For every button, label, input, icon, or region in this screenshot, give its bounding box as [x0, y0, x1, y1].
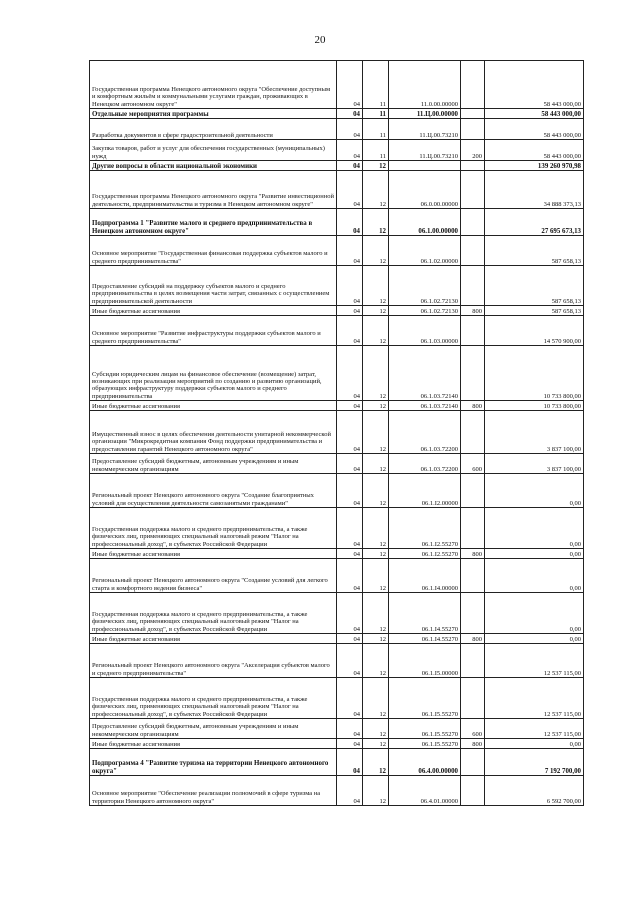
row-expense-type: 800: [461, 306, 485, 316]
row-expense-type: [461, 266, 485, 306]
row-subsection: 12: [363, 401, 389, 411]
row-subsection: 12: [363, 749, 389, 776]
row-amount: 0,00: [485, 549, 584, 559]
row-target-code: 06.1.03.72200: [389, 454, 461, 474]
row-subsection: 12: [363, 316, 389, 346]
row-expense-type: 600: [461, 454, 485, 474]
row-section: 04: [337, 508, 363, 549]
table-row: [90, 209, 584, 236]
table-row: [90, 678, 584, 719]
row-amount: 139 260 970,98: [485, 161, 584, 171]
row-section: 04: [337, 644, 363, 678]
row-amount: 0,00: [485, 559, 584, 593]
row-section: 04: [337, 749, 363, 776]
row-name: Иные бюджетные ассигнования: [90, 634, 337, 644]
row-amount: 0,00: [485, 474, 584, 508]
row-amount: 7 192 700,00: [485, 749, 584, 776]
row-name: Региональный проект Ненецкого автономного округа "Создание условий для легкого старта и комфортного ведения бизнеса": [90, 559, 337, 593]
page-number: 20: [314, 34, 326, 46]
row-name: Другие вопросы в области национальной экономики: [90, 161, 337, 171]
table-row: [90, 719, 584, 739]
row-expense-type: [461, 508, 485, 549]
row-target-code: 06.1.I5.55270: [389, 678, 461, 719]
row-amount: 58 443 000,00: [485, 140, 584, 161]
row-target-code: 11.Ц.00.73210: [389, 119, 461, 140]
row-expense-type: 200: [461, 140, 485, 161]
row-name: Иные бюджетные ассигнования: [90, 401, 337, 411]
row-subsection: 11: [363, 109, 389, 119]
row-section: 04: [337, 739, 363, 749]
row-target-code: 06.4.00.00000: [389, 749, 461, 776]
table-row: [90, 266, 584, 306]
row-amount: 6 592 700,00: [485, 776, 584, 806]
row-expense-type: [461, 678, 485, 719]
row-subsection: 12: [363, 236, 389, 266]
table-row: [90, 454, 584, 474]
row-name: Основное мероприятие "Развитие инфраструктуры поддержки субъектов малого и среднего предпринимательства": [90, 316, 337, 346]
row-name: Региональный проект Ненецкого автономного округа "Создание благоприятных условий для осуществления деятельности самозанятыми гражданами": [90, 474, 337, 508]
row-amount: 587 658,13: [485, 306, 584, 316]
row-expense-type: [461, 161, 485, 171]
row-subsection: 11: [363, 119, 389, 140]
row-subsection: 12: [363, 161, 389, 171]
row-target-code: 06.1.03.72200: [389, 411, 461, 454]
row-amount: 12 537 115,00: [485, 644, 584, 678]
row-target-code: 06.1.03.72140: [389, 346, 461, 401]
row-amount: 14 570 900,00: [485, 316, 584, 346]
row-section: 04: [337, 109, 363, 119]
row-section: 04: [337, 678, 363, 719]
table-row: [90, 236, 584, 266]
row-expense-type: [461, 749, 485, 776]
row-expense-type: [461, 644, 485, 678]
row-expense-type: [461, 411, 485, 454]
table-row: [90, 593, 584, 634]
row-section: 04: [337, 346, 363, 401]
table-row: [90, 644, 584, 678]
table-row: [90, 776, 584, 806]
table-row: [90, 549, 584, 559]
row-name: Государственная поддержка малого и среднего предпринимательства, а также физических лиц, применяющих специальный налоговый режим "Налог на профессиональный доход", в субъектах Российской Федерации: [90, 593, 337, 634]
row-target-code: 06.1.02.00000: [389, 236, 461, 266]
row-amount: 12 537 115,00: [485, 678, 584, 719]
row-name: Государственная поддержка малого и среднего предпринимательства, а также физических лиц, применяющих специальный налоговый режим "Налог на профессиональный доход", в субъектах Российской Федерации: [90, 508, 337, 549]
table-row: [90, 474, 584, 508]
row-target-code: [389, 161, 461, 171]
row-expense-type: [461, 209, 485, 236]
table-row: [90, 346, 584, 401]
row-expense-type: [461, 559, 485, 593]
row-expense-type: 600: [461, 719, 485, 739]
row-section: 04: [337, 776, 363, 806]
row-expense-type: [461, 119, 485, 140]
table-row: [90, 634, 584, 644]
table-row: [90, 140, 584, 161]
row-expense-type: 800: [461, 634, 485, 644]
row-amount: 34 888 373,13: [485, 171, 584, 209]
row-expense-type: [461, 236, 485, 266]
row-amount: 587 658,13: [485, 236, 584, 266]
table-row: [90, 749, 584, 776]
row-target-code: 06.1.I2.00000: [389, 474, 461, 508]
row-name: Подпрограмма 4 "Развитие туризма на территории Ненецкого автономного округа": [90, 749, 337, 776]
row-target-code: 11.Ц.00.73210: [389, 140, 461, 161]
row-subsection: 12: [363, 171, 389, 209]
table-row: [90, 316, 584, 346]
row-section: 04: [337, 474, 363, 508]
row-subsection: 11: [363, 140, 389, 161]
row-name: Иные бюджетные ассигнования: [90, 306, 337, 316]
row-name: Предоставление субсидий бюджетным, автономным учреждениям и иным некоммерческим организациям: [90, 454, 337, 474]
row-expense-type: [461, 109, 485, 119]
budget-table: [89, 60, 584, 806]
row-target-code: 06.1.02.72130: [389, 306, 461, 316]
row-section: 04: [337, 266, 363, 306]
table-row: [90, 306, 584, 316]
row-amount: 12 537 115,00: [485, 719, 584, 739]
row-expense-type: [461, 316, 485, 346]
row-subsection: 12: [363, 776, 389, 806]
row-expense-type: [461, 61, 485, 109]
row-subsection: 12: [363, 474, 389, 508]
row-target-code: 11.0.00.00000: [389, 61, 461, 109]
row-target-code: 11.Ц.00.00000: [389, 109, 461, 119]
row-amount: 58 443 000,00: [485, 61, 584, 109]
row-amount: 58 443 000,00: [485, 119, 584, 140]
row-target-code: 06.1.02.72130: [389, 266, 461, 306]
row-name: Основное мероприятие "Обеспечение реализации полномочий в сфере туризма на территории Ненецкого автономного округа": [90, 776, 337, 806]
row-target-code: 06.1.I5.00000: [389, 644, 461, 678]
row-section: 04: [337, 306, 363, 316]
row-name: Региональный проект Ненецкого автономного округа "Акселерация субъектов малого и среднего предпринимательства": [90, 644, 337, 678]
table-row: [90, 171, 584, 209]
row-subsection: 12: [363, 644, 389, 678]
row-name: Отдельные мероприятия программы: [90, 109, 337, 119]
row-expense-type: [461, 776, 485, 806]
row-target-code: 06.0.00.00000: [389, 171, 461, 209]
row-subsection: 12: [363, 266, 389, 306]
budget-table-body: [90, 61, 584, 806]
row-section: 04: [337, 634, 363, 644]
row-amount: 58 443 000,00: [485, 109, 584, 119]
row-expense-type: 800: [461, 549, 485, 559]
row-section: 04: [337, 236, 363, 266]
row-name: Подпрограмма 1 "Развитие малого и среднего предпринимательства в Ненецком автономном округе": [90, 209, 337, 236]
row-subsection: 12: [363, 634, 389, 644]
row-amount: 10 733 800,00: [485, 346, 584, 401]
row-subsection: 12: [363, 739, 389, 749]
row-name: Иные бюджетные ассигнования: [90, 739, 337, 749]
row-expense-type: 800: [461, 401, 485, 411]
row-name: Иные бюджетные ассигнования: [90, 549, 337, 559]
row-name: Государственная программа Ненецкого автономного округа "Развитие инвестиционной деятельности, предпринимательства и туризма в Ненецком автономном округе": [90, 171, 337, 209]
row-name: Основное мероприятие "Государственная финансовая поддержка субъектов малого и среднего предпринимательства": [90, 236, 337, 266]
table-row: [90, 119, 584, 140]
table-row: [90, 401, 584, 411]
row-name: Имущественный взнос в целях обеспечения деятельности унитарной некоммерческой организации "Микрокредитная компания Фонд поддержки предпринимательства и предоставления гарантий Ненецкого автономного округа": [90, 411, 337, 454]
table-row: [90, 161, 584, 171]
row-section: 04: [337, 161, 363, 171]
table-row: [90, 508, 584, 549]
row-name: Государственная поддержка малого и среднего предпринимательства, а также физических лиц, применяющих специальный налоговый режим "Налог на профессиональный доход", в субъектах Российской Федерации: [90, 678, 337, 719]
row-amount: 27 695 673,13: [485, 209, 584, 236]
row-subsection: 12: [363, 678, 389, 719]
row-subsection: 12: [363, 346, 389, 401]
row-subsection: 12: [363, 411, 389, 454]
table-row: [90, 109, 584, 119]
row-subsection: 11: [363, 61, 389, 109]
row-subsection: 12: [363, 508, 389, 549]
row-name: Предоставление субсидий бюджетным, автономным учреждениям и иным некоммерческим организациям: [90, 719, 337, 739]
row-target-code: 06.1.00.00000: [389, 209, 461, 236]
row-subsection: 12: [363, 209, 389, 236]
row-expense-type: [461, 171, 485, 209]
row-amount: 0,00: [485, 508, 584, 549]
row-section: 04: [337, 61, 363, 109]
row-section: 04: [337, 119, 363, 140]
row-amount: 3 837 100,00: [485, 411, 584, 454]
row-target-code: 06.1.I5.55270: [389, 719, 461, 739]
row-expense-type: [461, 346, 485, 401]
row-target-code: 06.1.I4.55270: [389, 593, 461, 634]
row-amount: 0,00: [485, 593, 584, 634]
row-subsection: 12: [363, 559, 389, 593]
row-name: Субсидии юридическим лицам на финансовое обеспечение (возмещение) затрат, возникающих при реализации мероприятий по созданию и развитию организаций, образующих инфраструктуру поддержки субъектов малого и среднего предпринимательства: [90, 346, 337, 401]
row-target-code: 06.1.03.72140: [389, 401, 461, 411]
row-section: 04: [337, 209, 363, 236]
row-amount: 0,00: [485, 634, 584, 644]
row-name: Разработка документов в сфере градостроительной деятельности: [90, 119, 337, 140]
row-name: Государственная программа Ненецкого автономного округа "Обеспечение доступным и комфортным жильём и коммунальными услугами граждан, проживающих в Ненецком автономном округе": [90, 61, 337, 109]
row-section: 04: [337, 171, 363, 209]
row-section: 04: [337, 401, 363, 411]
row-section: 04: [337, 140, 363, 161]
row-section: 04: [337, 549, 363, 559]
row-target-code: 06.4.01.00000: [389, 776, 461, 806]
row-target-code: 06.1.I2.55270: [389, 549, 461, 559]
row-amount: 3 837 100,00: [485, 454, 584, 474]
row-section: 04: [337, 411, 363, 454]
row-section: 04: [337, 719, 363, 739]
table-row: [90, 559, 584, 593]
row-section: 04: [337, 454, 363, 474]
row-target-code: 06.1.I5.55270: [389, 739, 461, 749]
row-section: 04: [337, 593, 363, 634]
row-amount: 10 733 800,00: [485, 401, 584, 411]
row-section: 04: [337, 316, 363, 346]
row-target-code: 06.1.03.00000: [389, 316, 461, 346]
row-name: Предоставление субсидий на поддержку субъектов малого и среднего предпринимательства в целях возмещения части затрат, связанных с осуществлением предпринимательской деятельности: [90, 266, 337, 306]
row-target-code: 06.1.I2.55270: [389, 508, 461, 549]
row-section: 04: [337, 559, 363, 593]
row-expense-type: 800: [461, 739, 485, 749]
row-subsection: 12: [363, 549, 389, 559]
row-amount: 587 658,13: [485, 266, 584, 306]
table-row: [90, 61, 584, 109]
row-subsection: 12: [363, 719, 389, 739]
row-name: Закупка товаров, работ и услуг для обеспечения государственных (муниципальных) нужд: [90, 140, 337, 161]
row-expense-type: [461, 593, 485, 634]
table-row: [90, 411, 584, 454]
row-target-code: 06.1.I4.55270: [389, 634, 461, 644]
row-target-code: 06.1.I4.00000: [389, 559, 461, 593]
row-subsection: 12: [363, 306, 389, 316]
row-amount: 0,00: [485, 739, 584, 749]
table-row: [90, 739, 584, 749]
row-subsection: 12: [363, 593, 389, 634]
row-subsection: 12: [363, 454, 389, 474]
row-expense-type: [461, 474, 485, 508]
